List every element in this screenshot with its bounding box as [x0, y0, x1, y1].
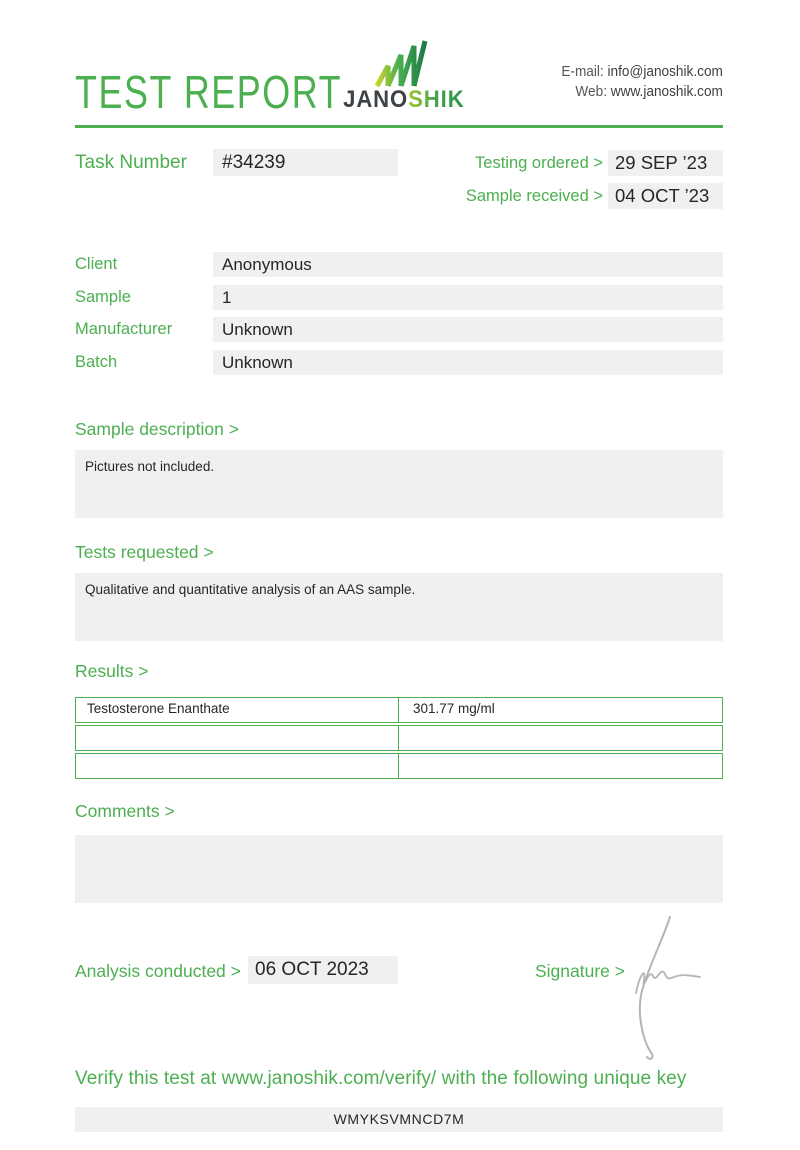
signature-image — [628, 903, 748, 1068]
result-concentration — [399, 754, 722, 778]
result-substance — [76, 726, 399, 750]
comments-content — [75, 835, 723, 903]
rising-trend-bars-icon — [367, 40, 437, 88]
client-value: Anonymous — [213, 252, 723, 277]
sample-description-content: Pictures not included. — [75, 450, 723, 518]
sample-value: 1 — [213, 285, 723, 310]
tests-requested-content: Qualitative and quantitative analysis of an AAS sample. — [75, 573, 723, 641]
batch-value: Unknown — [213, 350, 723, 375]
janoshik-logo — [338, 40, 466, 112]
results-table-row — [75, 753, 723, 779]
verify-key: WMYKSVMNCD7M — [75, 1107, 723, 1132]
testing-ordered-label: Testing ordered > — [475, 154, 603, 172]
sample-label: Sample — [75, 288, 131, 306]
analysis-conducted-value: 06 OCT 2023 — [248, 956, 398, 984]
result-substance — [76, 754, 399, 778]
contact-info — [561, 62, 723, 102]
comments-heading: Comments > — [75, 801, 175, 821]
sample-description-heading: Sample description > — [75, 419, 239, 439]
result-concentration: 301.77 mg/ml — [413, 701, 495, 716]
tests-requested-heading: Tests requested > — [75, 542, 214, 562]
manufacturer-label: Manufacturer — [75, 320, 173, 338]
contact-email-line — [561, 62, 723, 82]
batch-label: Batch — [75, 353, 118, 371]
result-concentration — [399, 726, 722, 750]
web-label: Web: — [575, 84, 608, 100]
results-table-row — [75, 725, 723, 751]
email-value: info@janoshik.com — [607, 64, 723, 80]
task-number-label: Task Number — [75, 152, 187, 173]
page-title: TEST REPORT — [75, 66, 343, 118]
logo-word-green: SHIK — [408, 86, 465, 113]
testing-ordered-value: 29 SEP ’23 — [608, 150, 723, 176]
sample-received-label: Sample received > — [465, 187, 603, 205]
web-value: www.janoshik.com — [610, 84, 723, 100]
results-heading: Results > — [75, 661, 149, 681]
logo-wordmark — [343, 86, 465, 113]
result-substance: Testosterone Enanthate — [76, 698, 399, 722]
task-number-value: #34239 — [213, 149, 398, 176]
email-label: E-mail: — [561, 64, 604, 80]
signature-label: Signature > — [535, 961, 625, 981]
results-table-row — [75, 697, 723, 723]
sample-received-value: 04 OCT ’23 — [608, 183, 723, 209]
logo-word-dark: JANO — [343, 86, 409, 113]
manufacturer-value: Unknown — [213, 317, 723, 342]
contact-web-line — [561, 82, 723, 102]
analysis-conducted-label: Analysis conducted > — [75, 961, 241, 981]
client-label: Client — [75, 255, 118, 273]
header-divider — [75, 125, 723, 128]
verify-instruction: Verify this test at www.janoshik.com/verify/ with the following unique key — [75, 1068, 687, 1089]
